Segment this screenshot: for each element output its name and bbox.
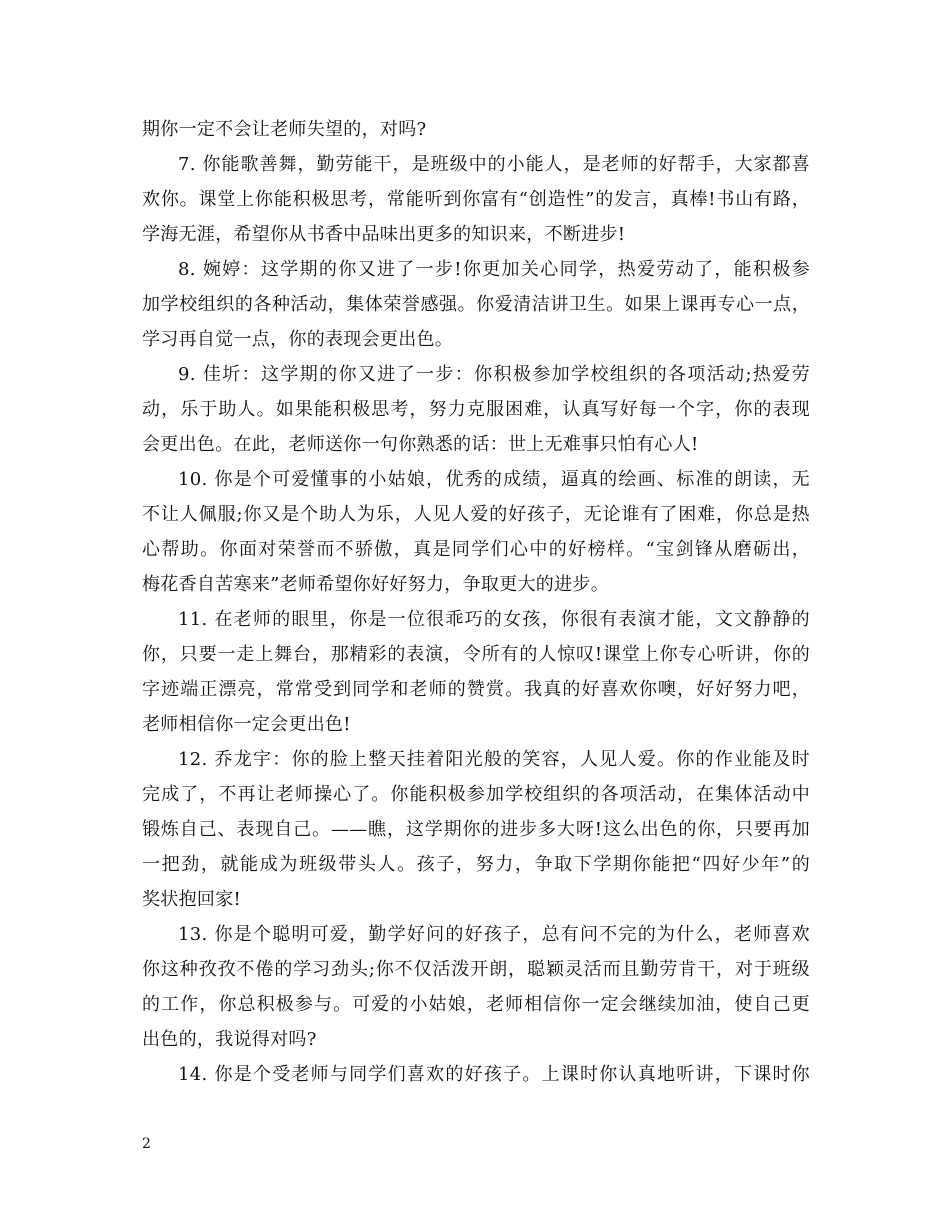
- text-line: 出色的，我说得对吗?: [142, 1029, 317, 1050]
- text-line: 不让人佩服;你又是个助人为乐，人见人爱的好孩子，无论谁有了困难，你总是热: [142, 504, 810, 525]
- text-line: 奖状抱回家!: [142, 889, 242, 910]
- page-number: 2: [142, 1136, 151, 1152]
- text-line: 期你一定不会让老师失望的，对吗?: [142, 119, 427, 140]
- text-line: 10. 你是个可爱懂事的小姑娘，优秀的成绩，逼真的绘画、标准的朗读，无: [178, 469, 810, 490]
- text-line: 会更出色。在此，老师送你一句你熟悉的话：世上无难事只怕有心人!: [142, 434, 699, 455]
- document-body: [142, 112, 810, 1092]
- text-line: 欢你。课堂上你能积极思考，常能听到你富有“创造性”的发言，真棒!书山有路，: [142, 189, 810, 210]
- text-line: 加学校组织的各种活动，集体荣誉感强。你爱清洁讲卫生。如果上课再专心一点，: [142, 294, 810, 315]
- text-line: 8. 婉婷：这学期的你又进了一步!你更加关心同学，热爱劳动了，能积极参: [178, 259, 810, 280]
- text-line: 动，乐于助人。如果能积极思考，努力克服困难，认真写好每一个字，你的表现: [142, 399, 810, 420]
- text-line: 11. 在老师的眼里，你是一位很乖巧的女孩，你很有表演才能，文文静静的: [178, 609, 810, 630]
- text-line: 梅花香自苦寒来”老师希望你好好努力，争取更大的进步。: [142, 574, 609, 595]
- text-line: 12. 乔龙宇：你的脸上整天挂着阳光般的笑容，人见人爱。你的作业能及时: [178, 749, 810, 770]
- text-line: 的工作，你总积极参与。可爱的小姑娘，老师相信你一定会继续加油，使自己更: [142, 994, 810, 1015]
- text-line: 你这种孜孜不倦的学习劲头;你不仅活泼开朗，聪颖灵活而且勤劳肯干，对于班级: [142, 959, 810, 980]
- text-line: 9. 佳圻：这学期的你又进了一步：你积极参加学校组织的各项活动;热爱劳: [178, 364, 810, 385]
- text-line: 13. 你是个聪明可爱，勤学好问的好孩子，总有问不完的为什么，老师喜欢: [178, 924, 810, 945]
- text-line: 14. 你是个受老师与同学们喜欢的好孩子。上课时你认真地听讲，下课时你: [178, 1064, 810, 1085]
- text-line: 心帮助。你面对荣誉而不骄傲，真是同学们心中的好榜样。“宝剑锋从磨砺出，: [142, 539, 810, 560]
- text-line: 锻炼自己、表现自己。——瞧，这学期你的进步多大呀!这么出色的你，只要再加: [142, 819, 810, 840]
- text-line: 学海无涯，希望你从书香中品味出更多的知识来，不断进步!: [142, 224, 626, 245]
- text-line: 一把劲，就能成为班级带头人。孩子，努力，争取下学期你能把“四好少年”的: [142, 854, 810, 875]
- text-line: 字迹端正漂亮，常常受到同学和老师的赞赏。我真的好喜欢你噢，好好努力吧，: [142, 679, 810, 700]
- text-line: 学习再自觉一点，你的表现会更出色。: [142, 329, 454, 350]
- text-line: 你，只要一走上舞台，那精彩的表演，令所有的人惊叹!课堂上你专心听讲，你的: [142, 644, 810, 665]
- text-line: 老师相信你一定会更出色!: [142, 714, 351, 735]
- text-line: 7. 你能歌善舞，勤劳能干，是班级中的小能人，是老师的好帮手，大家都喜: [178, 154, 810, 175]
- text-line: 完成了，不再让老师操心了。你能积极参加学校组织的各项活动，在集体活动中: [142, 784, 810, 805]
